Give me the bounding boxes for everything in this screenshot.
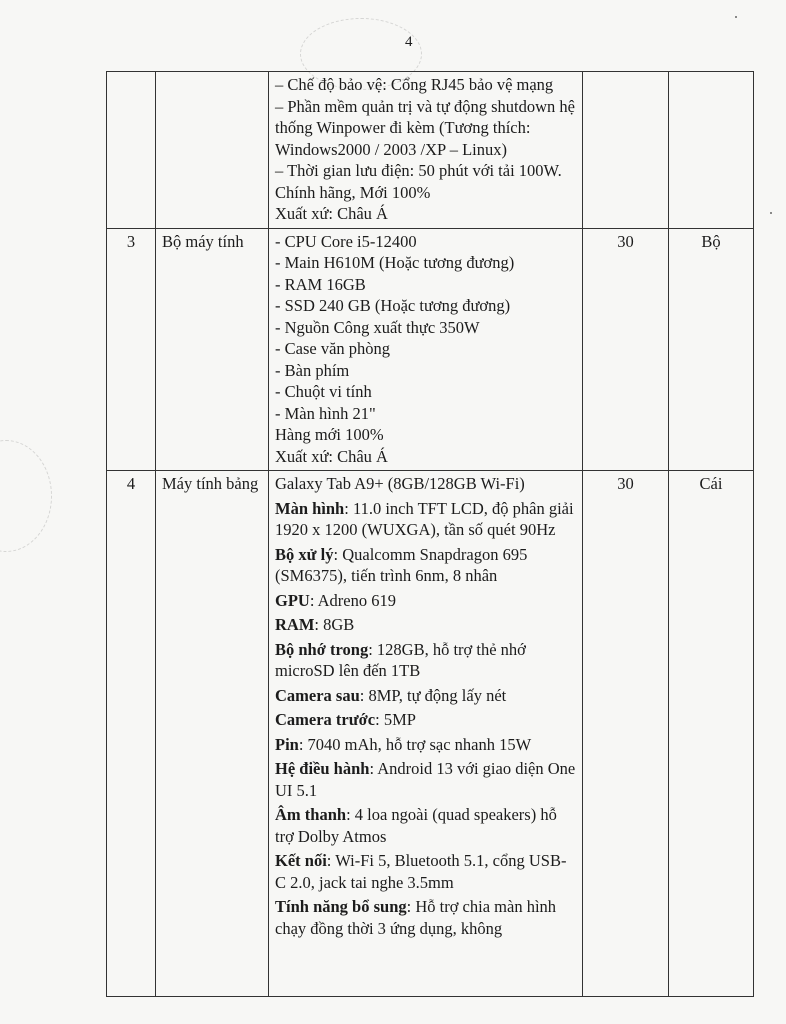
spec-key: RAM [275, 615, 315, 634]
spec-value: : Android 13 với giao diện One UI 5.1 [275, 759, 576, 800]
spec-key: Camera trước [275, 710, 376, 729]
spec-title: Galaxy Tab A9+ (8GB/128GB Wi-Fi) [275, 474, 525, 493]
spec-entry [275, 498, 576, 541]
unit-cell: Cái [669, 471, 754, 997]
spec-value: : 4 loa ngoài (quad speakers) hỗ trợ Dolby Atmos [275, 805, 557, 846]
spec-value: : Adreno 619 [309, 590, 397, 610]
spec-key: Màn hình [275, 498, 345, 518]
spec-value: : 8MP, tự động lấy nét [359, 685, 507, 705]
spec-line: Chính hãng, Mới 100% [275, 182, 431, 202]
stt-cell [107, 72, 156, 229]
spec-value: : Hỗ trợ chia màn hình chạy đồng thời 3 ứng dụng, không [275, 897, 557, 938]
spec-key: Bộ xử lý [275, 544, 334, 564]
qty-cell [583, 72, 669, 229]
spec-line: - CPU Core i5-12400 [275, 231, 417, 251]
item-name-cell: Bộ máy tính [156, 228, 269, 471]
spec-line: Hàng mới 100% [275, 425, 384, 444]
spec-cell [269, 72, 583, 229]
spec-entry [275, 685, 576, 707]
spec-key: Pin [275, 734, 299, 754]
table-row [107, 72, 754, 229]
table-row [107, 228, 754, 471]
spec-entry [275, 544, 576, 587]
qty-cell: 30 [583, 471, 669, 997]
stamp-mark [0, 440, 52, 552]
stt-cell: 4 [107, 471, 156, 997]
spec-line: – Thời gian lưu điện: 50 phút với tải 100W. [275, 161, 562, 180]
spec-value: : 128GB, hỗ trợ thẻ nhớ microSD lên đến 1TB [275, 639, 526, 680]
spec-line: Xuất xứ: Châu Á [275, 446, 388, 466]
spec-key: Tính năng bổ sung [275, 897, 407, 916]
spec-line: Xuất xứ: Châu Á [275, 204, 388, 223]
spec-key: Âm thanh [275, 805, 347, 824]
item-name-cell [156, 72, 269, 229]
qty-cell: 30 [583, 228, 669, 471]
unit-cell [669, 72, 754, 229]
spec-entry [275, 614, 576, 636]
spec-line: – Chế độ bảo vệ: Cổng RJ45 bảo vệ mạng [275, 75, 554, 94]
spec-line: - RAM 16GB [275, 274, 366, 294]
spec-table [106, 71, 754, 997]
scan-speck [735, 16, 737, 18]
spec-value: : 5MP [375, 710, 416, 729]
spec-value: : Qualcomm Snapdragon 695 (SM6375), tiến trình 6nm, 8 nhân [275, 544, 528, 585]
spec-entry [275, 758, 576, 801]
spec-key: Camera sau [275, 685, 360, 705]
spec-key: Bộ nhớ trong [275, 639, 369, 659]
spec-key: Hệ điều hành [275, 759, 370, 778]
spec-value: : 7040 mAh, hỗ trợ sạc nhanh 15W [298, 734, 532, 754]
spec-entry [275, 734, 576, 756]
stt-cell: 3 [107, 228, 156, 471]
spec-line: - Chuột vi tính [275, 382, 372, 401]
spec-cell [269, 471, 583, 997]
page-number: 4 [405, 34, 413, 50]
spec-line: - Case văn phòng [275, 339, 391, 358]
spec-line: - Main H610M (Hoặc tương đương) [275, 253, 515, 272]
spec-line: - Nguồn Công xuất thực 350W [275, 317, 480, 337]
spec-key: GPU [275, 590, 310, 610]
spec-line: – Phần mềm quản trị và tự động shutdown hệ thống Winpower đi kèm (Tương thích: Windows2000 / 2003 /XP – Linux) [275, 96, 575, 159]
spec-entry [275, 804, 576, 847]
spec-value: : Wi-Fi 5, Bluetooth 5.1, cổng USB-C 2.0, jack tai nghe 3.5mm [275, 851, 567, 892]
spec-line: - Bàn phím [275, 360, 350, 380]
item-name-cell: Máy tính bảng [156, 471, 269, 997]
spec-cell [269, 228, 583, 471]
table-row [107, 471, 754, 997]
spec-entry [275, 639, 576, 682]
spec-value: : 11.0 inch TFT LCD, độ phân giải 1920 x 1200 (WUXGA), tần số quét 90Hz [275, 498, 574, 539]
spec-entry [275, 590, 576, 612]
spec-value: : 8GB [314, 615, 355, 634]
unit-cell: Bộ [669, 228, 754, 471]
spec-line: - Màn hình 21" [275, 403, 376, 423]
spec-line: - SSD 240 GB (Hoặc tương đương) [275, 296, 511, 315]
scan-speck [770, 212, 772, 214]
spec-entry [275, 709, 576, 731]
spec-entry [275, 896, 576, 939]
spec-entry [275, 850, 576, 893]
spec-key: Kết nối [275, 851, 327, 870]
